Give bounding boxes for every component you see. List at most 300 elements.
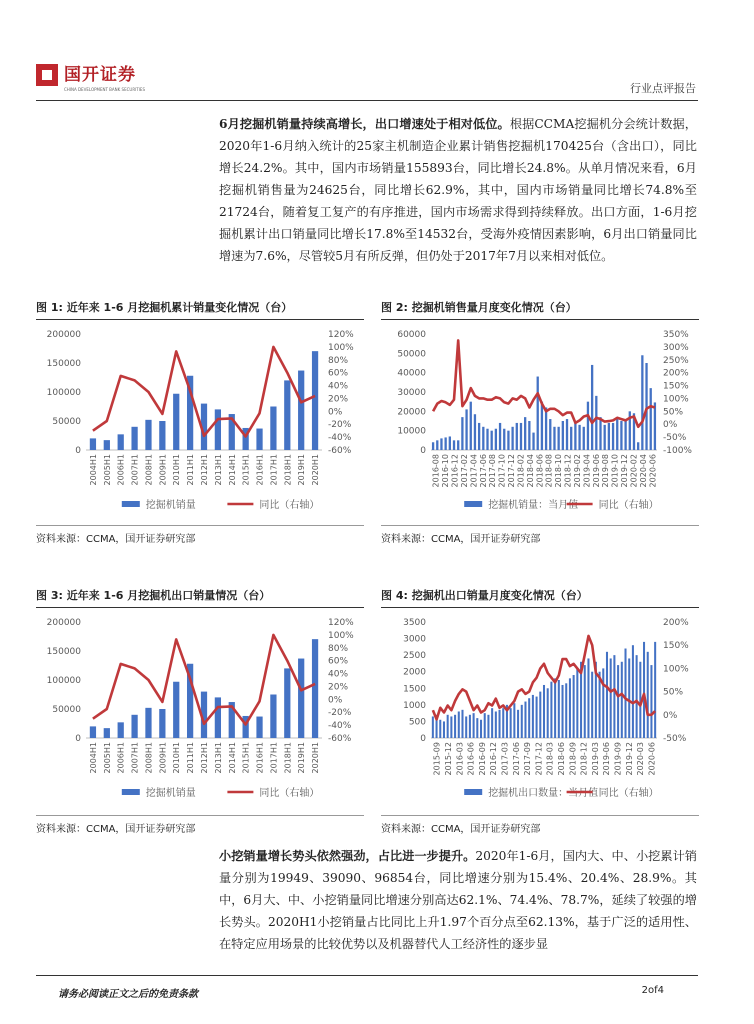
x-tick-label: 2020-04 [638, 454, 648, 488]
x-tick-label: 2013H1 [213, 454, 223, 486]
x-tick-label: 2015-09 [432, 742, 442, 776]
paragraph-2-lead: 小挖销量增长势头依然强劲，占比进一步提升。 [219, 849, 476, 863]
bar [439, 720, 441, 738]
y-right-tick-label: 350% [663, 330, 689, 340]
y-right-tick-label: 50% [663, 687, 684, 698]
bar [443, 721, 445, 738]
x-tick-label: 2009H1 [158, 454, 168, 486]
y-left-tick-label: 100000 [46, 388, 81, 398]
bar [495, 429, 497, 450]
bar [469, 715, 471, 738]
bar [549, 419, 551, 450]
x-tick-label: 2018-06 [535, 454, 545, 488]
figure-2-source: 资料来源：CCMA，国开证券研究部 [381, 534, 541, 545]
bar [528, 421, 530, 450]
bar [624, 419, 626, 450]
bar [453, 440, 455, 450]
paragraph-2-body: 2020年1-6月，国内大、中、小挖累计销量分别为19949、39090、96854台，同比增速分别为15.4%、20.4%、28.9%。其中，6月大、中、小挖销量同比增速分别高达62.1%、74.4%、78.7%，延续了较强的增长势头。2020H1小挖销量占比同比上升1.97个百分点至62.13%，基于广泛的适用性、在特定应用场景的比较优势以及机器替代人工经济性的逐步显 [219, 849, 697, 951]
bar [461, 417, 463, 450]
x-tick-label: 2016-09 [477, 742, 487, 776]
x-tick-label: 2016-06 [466, 742, 476, 776]
x-tick-label: 2011H1 [186, 454, 196, 486]
figure-3-chart [36, 610, 366, 810]
x-tick-label: 2019-03 [590, 742, 600, 776]
y-right-tick-label: 20% [328, 682, 349, 693]
bar [617, 665, 619, 738]
bar [284, 380, 290, 450]
bar [474, 414, 476, 450]
y-right-tick-label: 100% [328, 342, 354, 353]
y-left-tick-label: 3000 [403, 634, 426, 645]
x-tick-label: 2016-12 [489, 742, 499, 776]
figure-4-title: 图 4: 挖掘机出口销量月度变化情况（台） [381, 589, 588, 602]
bar [532, 695, 534, 738]
bar [476, 718, 478, 738]
y-left-tick-label: 20000 [397, 407, 426, 418]
x-tick-label: 2020-02 [629, 454, 639, 488]
bar [465, 409, 467, 450]
y-left-tick-label: 0 [75, 446, 81, 456]
bar [159, 709, 165, 738]
bar [450, 716, 452, 738]
x-tick-label: 2019-06 [602, 742, 612, 776]
bar [495, 711, 497, 738]
bar [520, 423, 522, 450]
y-right-tick-label: 200% [663, 618, 689, 628]
bar [461, 710, 463, 738]
x-tick-label: 2020-06 [648, 454, 658, 488]
figure-1-chart [36, 322, 366, 522]
y-left-tick-label: 100000 [46, 676, 81, 686]
y-right-tick-label: -100% [663, 446, 692, 456]
x-tick-label: 2007H1 [130, 742, 140, 774]
x-tick-label: 2018H1 [283, 454, 293, 486]
x-tick-label: 2017-06 [478, 454, 488, 488]
bar [562, 421, 564, 450]
bar [499, 423, 501, 450]
bar [215, 697, 221, 738]
y-left-tick-label: 2000 [403, 667, 426, 678]
bar [599, 417, 601, 450]
x-tick-label: 2015H1 [241, 742, 251, 774]
bar [173, 394, 179, 450]
x-tick-label: 2014H1 [227, 742, 237, 774]
figure-2-rule [381, 319, 699, 320]
bar [573, 675, 575, 738]
y-right-tick-label: -20% [328, 420, 352, 431]
bar [491, 431, 493, 450]
x-tick-label: 2018-10 [554, 454, 564, 488]
x-tick-label: 2012H1 [200, 742, 209, 774]
x-tick-label: 2020H1 [311, 742, 321, 774]
legend-bar-swatch [464, 789, 482, 795]
y-right-tick-label: 100% [663, 394, 689, 405]
legend-bar-swatch [122, 501, 140, 507]
bar [584, 665, 586, 738]
x-tick-label: 2005H1 [102, 454, 112, 486]
y-left-tick-label: 60000 [397, 330, 426, 340]
x-tick-label: 2018-03 [545, 742, 555, 776]
header-divider [36, 100, 698, 101]
bar [636, 655, 638, 738]
y-right-tick-label: 0% [328, 407, 343, 418]
bar [595, 396, 597, 450]
bar [524, 702, 526, 738]
bar [591, 672, 593, 738]
bar [583, 427, 585, 450]
figure-1-title: 图 1: 近年来 1-6 月挖掘机累计销量变化情况（台） [36, 301, 293, 314]
bar [650, 665, 652, 738]
bar [482, 427, 484, 450]
y-left-tick-label: 2500 [403, 651, 426, 662]
x-tick-label: 2019-09 [613, 742, 623, 776]
y-right-tick-label: -50% [663, 734, 687, 744]
bar [539, 692, 541, 738]
x-tick-label: 2019-06 [591, 454, 601, 488]
x-tick-label: 2019H1 [297, 454, 307, 486]
bar [654, 642, 656, 738]
bar [637, 442, 639, 450]
legend-bar-swatch [122, 789, 140, 795]
figure-3-rule [36, 607, 364, 608]
y-right-tick-label: -60% [328, 446, 352, 456]
bar [436, 440, 438, 450]
paragraph-1 [219, 113, 697, 267]
x-tick-label: 2018-08 [544, 454, 554, 488]
y-left-tick-label: 3500 [403, 618, 426, 628]
bar [159, 421, 165, 450]
bar [145, 708, 151, 738]
x-tick-label: 2011H1 [186, 742, 196, 774]
bar [558, 680, 560, 738]
bar [90, 438, 96, 450]
bar [613, 655, 615, 738]
y-left-tick-label: 500 [408, 717, 426, 728]
bar [478, 423, 480, 450]
x-tick-label: 2005H1 [102, 742, 112, 774]
bar [298, 659, 304, 738]
y-right-tick-label: 60% [328, 368, 349, 379]
y-right-tick-label: 200% [663, 368, 689, 379]
bar [256, 429, 262, 450]
x-tick-label: 2009H1 [158, 742, 168, 774]
bar [569, 678, 571, 738]
x-tick-label: 2016H1 [255, 454, 265, 486]
legend-bar-swatch [464, 501, 482, 507]
x-tick-label: 2007H1 [130, 454, 140, 486]
bar [566, 419, 568, 450]
y-left-tick-label: 30000 [397, 388, 426, 398]
bar [604, 425, 606, 450]
bar [557, 427, 559, 450]
bar [90, 726, 96, 738]
y-right-tick-label: 50% [663, 407, 684, 418]
x-tick-label: 2018-12 [579, 742, 589, 776]
figure-3-source: 资料来源：CCMA，国开证券研究部 [36, 824, 196, 835]
bar [616, 417, 618, 450]
x-tick-label: 2017-09 [523, 742, 533, 776]
figure-4-chart [381, 610, 701, 810]
y-right-tick-label: 40% [328, 381, 349, 392]
legend-bar-label: 挖掘机销量 [145, 788, 196, 799]
bar [610, 658, 612, 738]
y-left-tick-label: 150000 [46, 359, 81, 369]
bar [513, 703, 515, 738]
x-tick-label: 2014H1 [227, 454, 237, 486]
x-tick-label: 2016-12 [450, 454, 460, 488]
bar [550, 682, 552, 738]
y-left-tick-label: 1500 [403, 684, 426, 695]
x-tick-label: 2018-02 [516, 454, 526, 488]
bar [570, 427, 572, 450]
bar [457, 440, 459, 450]
bar [256, 717, 262, 738]
figure-4-source: 资料来源：CCMA，国开证券研究部 [381, 824, 541, 835]
logo-subtext: CHINA DEVELOPMENT BANK SECURITIES [64, 87, 145, 92]
bar [173, 682, 179, 738]
legend-line-label: 同比（右轴） [598, 788, 659, 799]
x-tick-label: 2017-12 [507, 454, 517, 488]
figure-3-source-rule [36, 815, 364, 816]
bar [647, 652, 649, 738]
bar [473, 713, 475, 738]
x-tick-label: 2008H1 [144, 454, 154, 486]
legend-bar-label: 挖掘机销量 [145, 500, 196, 511]
bar [104, 440, 110, 450]
figure-2-chart [381, 322, 701, 522]
x-tick-label: 2016-08 [431, 454, 441, 488]
bar [643, 642, 645, 738]
x-tick-label: 2020-03 [636, 742, 646, 776]
bar [215, 409, 221, 450]
figure-2-title: 图 2: 挖掘机销售量月度变化情况（台） [381, 301, 577, 314]
y-right-tick-label: 60% [328, 656, 349, 667]
y-right-tick-label: 100% [663, 664, 689, 675]
bar [270, 695, 276, 739]
x-tick-label: 2015-12 [443, 742, 453, 776]
bar [270, 407, 276, 451]
x-tick-label: 2017H1 [269, 742, 279, 774]
y-left-tick-label: 50000 [52, 705, 81, 715]
y-right-tick-label: -40% [328, 433, 352, 444]
legend-bar-label: 挖掘机销量：当月值 [488, 500, 579, 511]
logo-icon [36, 64, 58, 86]
x-tick-label: 2017-06 [511, 742, 521, 776]
paragraph-2 [219, 845, 697, 955]
y-left-tick-label: 0 [420, 446, 426, 456]
bar [432, 442, 434, 450]
x-tick-label: 2017-03 [500, 742, 510, 776]
footer-disclaimer: 请务必阅读正文之后的免责条款 [58, 989, 198, 1000]
bar [591, 365, 593, 450]
bar [298, 371, 304, 450]
bar [449, 436, 451, 450]
bar [554, 678, 556, 738]
y-right-tick-label: 0% [328, 695, 343, 706]
x-tick-label: 2016H1 [255, 742, 265, 774]
bar [562, 685, 564, 738]
paragraph-1-body: 根据CCMA挖掘机分会统计数据，2020年1-6月纳入统计的25家主机制造企业累计销售挖掘机170425台（含出口），同比增长24.2%。其中，国内市场销量155893台，同比增长24.8%。从单月情况来看，6月挖掘机销售量为24625台，同比增长62.9%，其中，国内市场销量同比增长74.8%至21724台，随着复工复产的有序推进，国内市场需求得到持续释放。出口方面，1-6月挖掘机累计出口销量同比增长17.8%至14532台，受海外疫情因素影响，6月出口销量同比增速为7.6%，尽管较5月有所反弹，但仍处于2017年7月以来相对低位。 [219, 117, 697, 263]
bar [104, 728, 110, 738]
bar [432, 716, 434, 738]
bar [620, 421, 622, 450]
bar [632, 645, 634, 738]
y-right-tick-label: -20% [328, 708, 352, 719]
bar [480, 720, 482, 738]
bar [484, 713, 486, 738]
y-right-tick-label: -40% [328, 721, 352, 732]
y-left-tick-label: 1000 [403, 700, 426, 711]
bar [470, 402, 472, 450]
bar [517, 710, 519, 738]
paragraph-1-lead: 6月挖掘机销量持续高增长，出口增速处于相对低位。 [219, 117, 510, 131]
y-right-tick-label: 150% [663, 641, 689, 652]
bar [521, 705, 523, 738]
y-right-tick-label: 120% [328, 618, 354, 628]
x-tick-label: 2018H1 [283, 742, 293, 774]
bar [444, 437, 446, 450]
x-tick-label: 2019-08 [601, 454, 611, 488]
y-left-tick-label: 200000 [46, 618, 81, 628]
x-tick-label: 2004H1 [88, 454, 98, 486]
y-left-tick-label: 200000 [46, 330, 81, 340]
y-left-tick-label: 50000 [52, 417, 81, 427]
bar [486, 429, 488, 450]
y-right-tick-label: -50% [663, 433, 687, 444]
bar [284, 668, 290, 738]
bar [587, 402, 589, 450]
y-left-tick-label: 0 [75, 734, 81, 744]
x-tick-label: 2020-06 [647, 742, 657, 776]
bar [545, 407, 547, 450]
bar [574, 421, 576, 450]
x-tick-label: 2006H1 [116, 742, 126, 774]
x-tick-label: 2004H1 [88, 742, 98, 774]
bar [516, 423, 518, 450]
bar [578, 425, 580, 450]
x-tick-label: 2017-10 [497, 454, 507, 488]
bar [511, 427, 513, 450]
y-right-tick-label: 80% [328, 355, 349, 366]
y-right-tick-label: 150% [663, 381, 689, 392]
bar [118, 722, 124, 738]
x-tick-label: 2012H1 [200, 454, 209, 486]
x-tick-label: 2019-12 [620, 454, 630, 488]
bar [621, 662, 623, 738]
bar [553, 427, 555, 450]
bar [536, 697, 538, 738]
y-right-tick-label: 0% [663, 420, 678, 431]
figure-3-title: 图 3: 近年来 1-6 月挖掘机出口销量情况（台） [36, 589, 271, 602]
bar [131, 427, 137, 450]
bar [606, 652, 608, 738]
bar [541, 402, 543, 450]
figure-1-source-rule [36, 525, 364, 526]
y-right-tick-label: 20% [328, 394, 349, 405]
bar [503, 429, 505, 450]
y-left-tick-label: 50000 [397, 349, 426, 360]
x-tick-label: 2018-04 [525, 454, 535, 488]
bar [312, 351, 318, 450]
bar [650, 388, 652, 450]
x-tick-label: 2017H1 [269, 454, 279, 486]
bar [612, 423, 614, 450]
bar [528, 698, 530, 738]
y-left-tick-label: 10000 [397, 426, 426, 437]
figure-4-rule [381, 607, 699, 608]
x-tick-label: 2008H1 [144, 742, 154, 774]
bar [624, 649, 626, 738]
x-tick-label: 2016-03 [455, 742, 465, 776]
x-tick-label: 2018-12 [563, 454, 573, 488]
bar [118, 434, 124, 450]
bar [537, 377, 539, 450]
bar [543, 685, 545, 738]
logo [36, 64, 136, 86]
y-right-tick-label: 300% [663, 342, 689, 353]
y-right-tick-label: -60% [328, 734, 352, 744]
figure-1-source: 资料来源：CCMA，国开证券研究部 [36, 534, 196, 545]
y-right-tick-label: 40% [328, 669, 349, 680]
bar [510, 708, 512, 738]
figure-1-rule [36, 319, 364, 320]
bar [587, 658, 589, 738]
x-tick-label: 2019H1 [297, 742, 307, 774]
x-tick-label: 2013H1 [213, 742, 223, 774]
page-number: 2of4 [641, 985, 664, 996]
y-left-tick-label: 150000 [46, 647, 81, 657]
x-tick-label: 2018-06 [556, 742, 566, 776]
bar [502, 708, 504, 738]
bar [454, 715, 456, 738]
bar [312, 639, 318, 738]
x-tick-label: 2006H1 [116, 454, 126, 486]
footer-divider [36, 975, 698, 976]
bar [641, 355, 643, 450]
x-tick-label: 2018-09 [568, 742, 578, 776]
bar [547, 688, 549, 738]
bar [602, 668, 604, 738]
x-tick-label: 2015H1 [241, 454, 251, 486]
x-tick-label: 2017-04 [469, 454, 479, 488]
y-right-tick-label: 0% [663, 710, 678, 721]
bar [458, 711, 460, 738]
x-tick-label: 2017-12 [534, 742, 544, 776]
bar [532, 433, 534, 450]
x-tick-label: 2019-12 [624, 742, 634, 776]
bar [524, 417, 526, 450]
x-tick-label: 2019-04 [582, 454, 592, 488]
y-right-tick-label: 120% [328, 330, 354, 340]
x-tick-label: 2010H1 [172, 454, 182, 486]
legend-bar-label: 挖掘机出口数量：当月值 [488, 788, 599, 799]
bar [628, 658, 630, 738]
bar [145, 420, 151, 450]
x-tick-label: 2016-10 [441, 454, 451, 488]
logo-text: 国开证券 [64, 65, 136, 85]
x-tick-label: 2020H1 [311, 454, 321, 486]
bar [645, 363, 647, 450]
legend-line-label: 同比（右轴） [259, 500, 320, 511]
bar [565, 683, 567, 738]
y-right-tick-label: 100% [328, 630, 354, 641]
x-tick-label: 2017-08 [488, 454, 498, 488]
y-right-tick-label: 80% [328, 643, 349, 654]
x-tick-label: 2010H1 [172, 742, 182, 774]
bar [440, 438, 442, 450]
bar [654, 402, 656, 450]
bar [491, 708, 493, 738]
